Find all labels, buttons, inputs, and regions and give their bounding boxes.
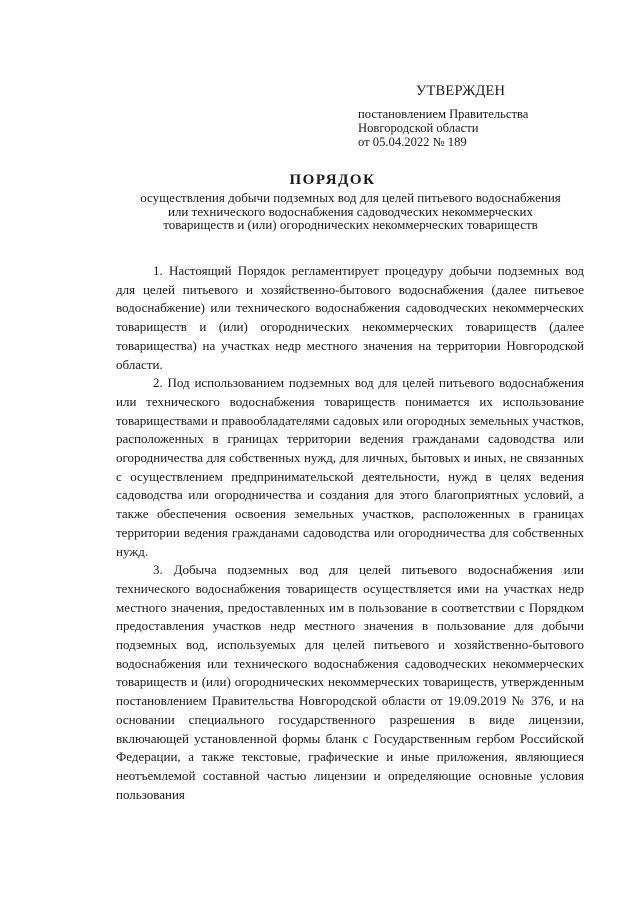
document-title: ПОРЯДОК	[289, 172, 376, 188]
subtitle-line-1: осуществления добычи подземных вод для целей питьевого водоснабжения	[140, 190, 561, 205]
approval-line-1: постановлением Правительства	[358, 107, 529, 121]
subtitle-line-3: товариществ и (или) огороднических некоммерческих товариществ	[163, 217, 538, 232]
document-header	[0, 171, 635, 232]
paragraph-2: 2. Под использованием подземных вод для целей питьевого водоснабжения или технического водоснабжения товариществ понимается их использование товариществами и правообладателями садовых или огородных земельных участков, расположенных в границах территории ведения гражданами садоводства или огородничества для собственных нужд, для личных, бытовых и иных, не связанных с осуществлением предпринимательской деятельности, нужд в целях ведения садоводства или огородничества и создания для этого благоприятных условий, а также обеспечения освоения земельных участков, расположенных в границах территории ведения гражданами садоводства или огородничества для собственных нужд.	[116, 375, 584, 559]
approval-line-3: от 05.04.2022 № 189	[358, 135, 467, 149]
subtitle-line-2: или технического водоснабжения садоводческих некоммерческих	[167, 203, 534, 219]
document-subtitle	[82, 191, 619, 232]
paragraph-3: 3. Добыча подземных вод для целей питьевого водоснабжения или технического водоснабжения товариществ осуществляется ими на участках недр местного значения, предоставленных им в пользование в соответствии с Порядком предоставления участков недр местного значения в пользование для добычи подземных вод, используемых для целей питьевого и хозяйственно-бытового водоснабжения или технического водоснабжения садоводческих некоммерческих товариществ и (или) огороднических некоммерческих товариществ, утвержденным постановлением Правительства Новгородской области от 19.09.2019 № 376, и на основании специального государственного разрешения в виде лицензии, включающей установленной формы бланк с Государственным гербом Российской Федерации, а также текстовые, графические и иные приложения, являющиеся неотъемлемой составной частью лицензии и определяющие основные условия пользования	[116, 562, 584, 802]
paragraph-1: 1. Настоящий Порядок регламентирует процедуру добычи подземных вод для целей питьевого и хозяйственно-бытового водоснабжения (далее питьевое водоснабжение) или технического водоснабжения садоводческих некоммерческих товариществ и (или) огороднических некоммерческих товариществ (далее товарищества) на участках недр местного значения на территории Новгородской области.	[116, 263, 584, 372]
approved-heading: УТВЕРЖДЕН	[416, 83, 506, 99]
document-body	[116, 262, 584, 804]
approval-stamp	[358, 84, 598, 149]
approval-line-2: Новгородской области	[358, 121, 479, 135]
